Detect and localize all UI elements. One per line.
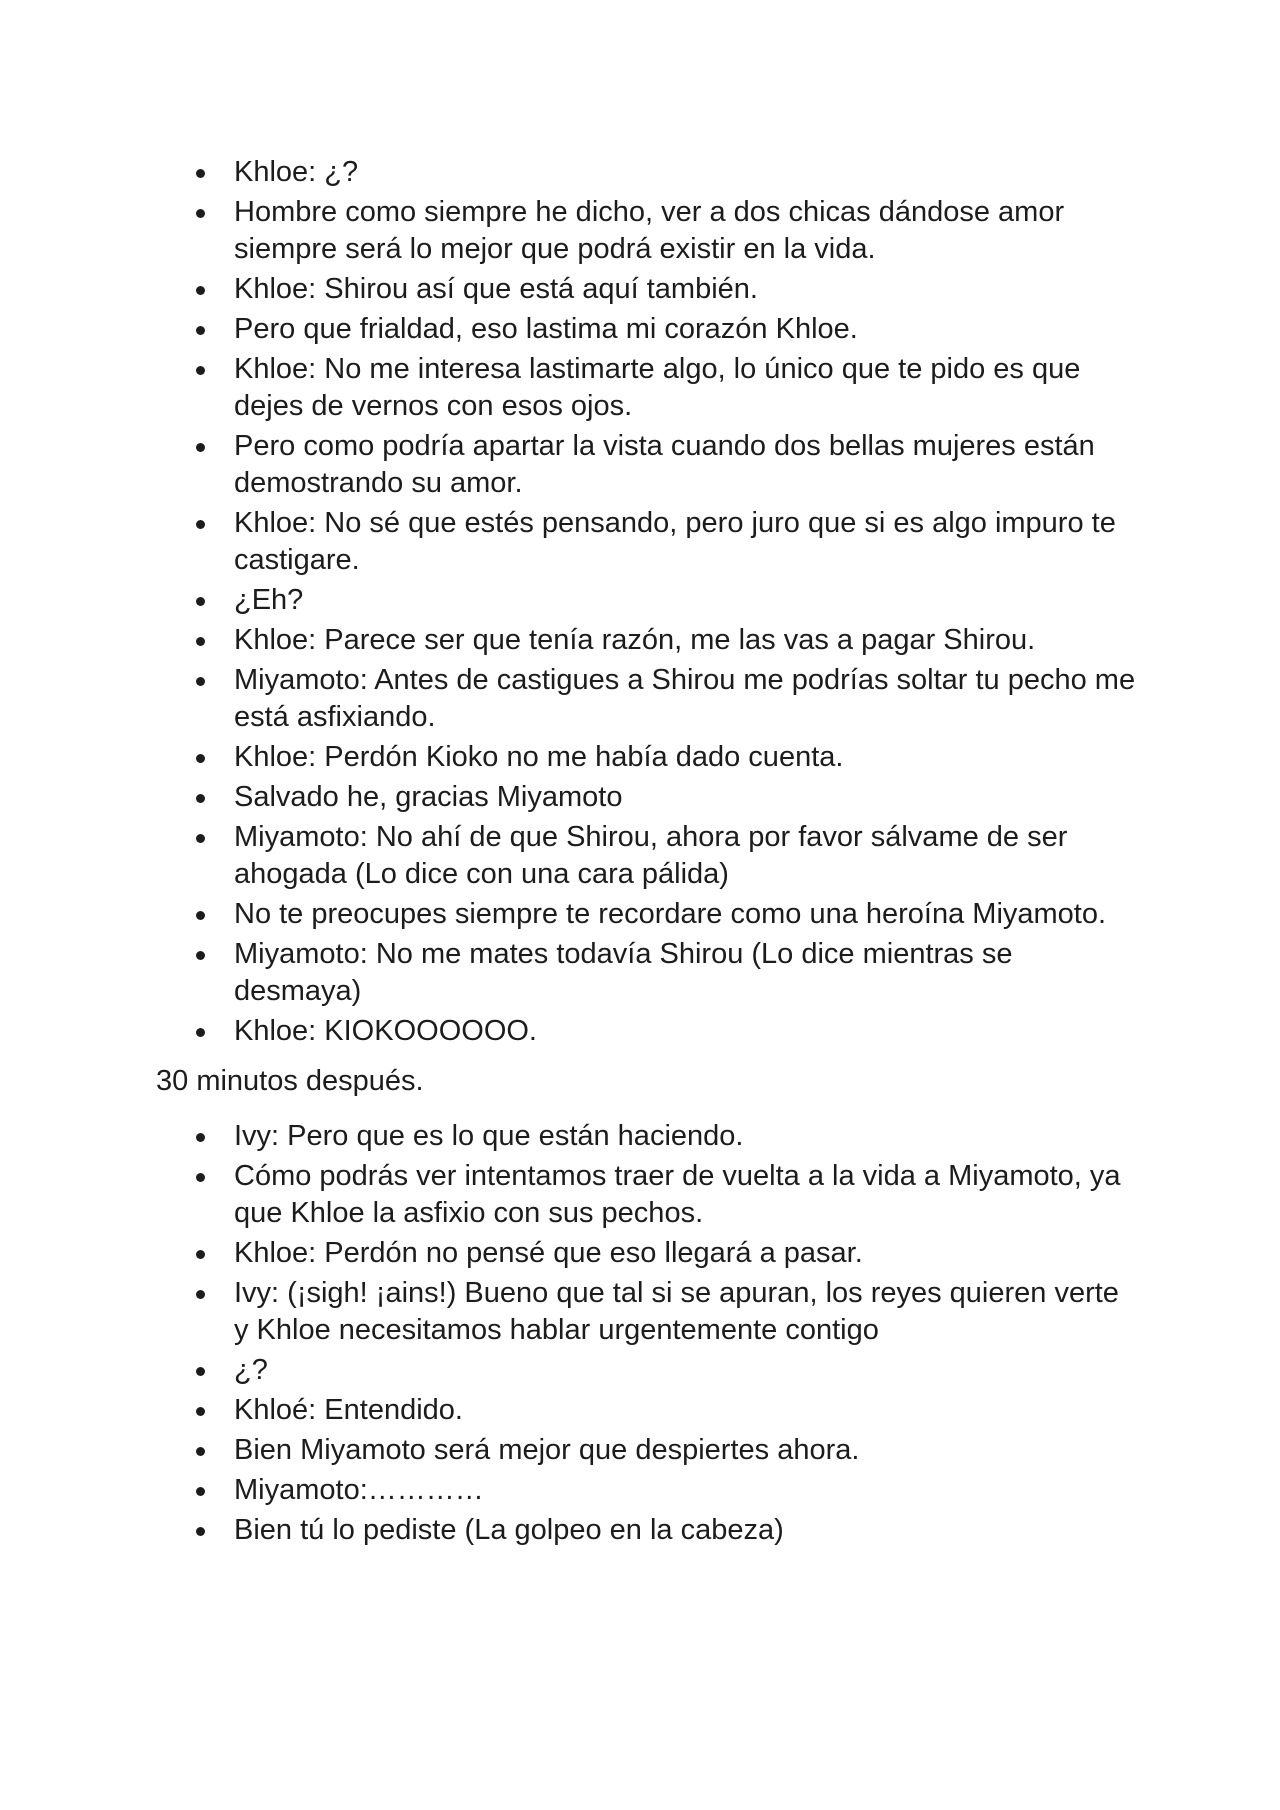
list-item (156, 1275, 1136, 1349)
bullet-icon (196, 834, 205, 843)
bullet-icon (196, 597, 205, 606)
list-item (156, 1432, 1136, 1469)
bullet-icon (196, 1367, 205, 1376)
list-item-text: Hombre como siempre he dicho, ver a dos chicas dándose amor siempre será lo mejor que podrá existir en la vida. (234, 196, 1065, 265)
list-item-text: Khloe: KIOKOOOOOO. (234, 1015, 537, 1047)
list-item (156, 154, 1136, 191)
bullet-icon (196, 209, 205, 218)
dialogue-list-1 (156, 154, 1136, 1050)
list-item-text: Ivy: (¡sigh! ¡ains!) Bueno que tal si se apuran, los reyes quieren verte y Khloe necesitamos hablar urgentemente contigo (234, 1277, 1119, 1346)
list-item-text: Khloe: Parece ser que tenía razón, me las vas a pagar Shirou. (234, 624, 1036, 656)
bullet-icon (196, 794, 205, 803)
bullet-icon (196, 1028, 205, 1037)
list-item (156, 311, 1136, 348)
dialogue-list-2 (156, 1118, 1136, 1549)
list-item (156, 662, 1136, 736)
list-item-text: Salvado he, gracias Miyamoto (234, 781, 623, 813)
list-item-text: Khloe: No me interesa lastimarte algo, lo único que te pido es que dejes de vernos con esos ojos. (234, 353, 1081, 422)
list-item (156, 1512, 1136, 1549)
list-item (156, 779, 1136, 816)
list-item-text: ¿Eh? (234, 584, 304, 616)
list-item-text: Bien tú lo pediste (La golpeo en la cabeza) (234, 1514, 784, 1546)
list-item-text: Cómo podrás ver intentamos traer de vuelta a la vida a Miyamoto, ya que Khloe la asfixio con sus pechos. (234, 1160, 1121, 1229)
bullet-icon (196, 1527, 205, 1536)
list-item (156, 622, 1136, 659)
bullet-icon (196, 951, 205, 960)
list-item (156, 582, 1136, 619)
list-item-text: Miyamoto:………… (234, 1474, 484, 1506)
list-item (156, 1352, 1136, 1389)
list-item (156, 505, 1136, 579)
list-item (156, 1235, 1136, 1272)
list-item-text: ¿? (234, 1354, 268, 1386)
list-item (156, 1158, 1136, 1232)
bullet-icon (196, 443, 205, 452)
list-item-text: Miyamoto: Antes de castigues a Shirou me podrías soltar tu pecho me está asfixiando. (234, 664, 1136, 733)
bullet-icon (196, 637, 205, 646)
bullet-icon (196, 1133, 205, 1142)
list-item-text: Khloe: Perdón Kioko no me había dado cuenta. (234, 741, 844, 773)
list-item (156, 1118, 1136, 1155)
list-item-text: Khloé: Entendido. (234, 1394, 463, 1426)
list-item (156, 739, 1136, 776)
list-item (156, 428, 1136, 502)
list-item (156, 351, 1136, 425)
list-item-text: Khloe: ¿? (234, 156, 359, 188)
bullet-icon (196, 1290, 205, 1299)
list-item (156, 819, 1136, 893)
list-item (156, 1472, 1136, 1509)
document-body (156, 154, 1136, 1552)
list-item-text: Pero como podría apartar la vista cuando dos bellas mujeres están demostrando su amor. (234, 430, 1095, 499)
list-item-text: Khloe: No sé que estés pensando, pero juro que si es algo impuro te castigare. (234, 507, 1116, 576)
bullet-icon (196, 677, 205, 686)
list-item (156, 271, 1136, 308)
list-item-text: Ivy: Pero que es lo que están haciendo. (234, 1120, 744, 1152)
bullet-icon (196, 520, 205, 529)
bullet-icon (196, 366, 205, 375)
bullet-icon (196, 1173, 205, 1182)
scene-break-text: 30 minutos después. (156, 1065, 424, 1097)
list-item (156, 896, 1136, 933)
list-item-text: Pero que frialdad, eso lastima mi corazón Khloe. (234, 313, 858, 345)
bullet-icon (196, 326, 205, 335)
list-item-text: No te preocupes siempre te recordare como una heroína Miyamoto. (234, 898, 1107, 930)
bullet-icon (196, 911, 205, 920)
bullet-icon (196, 1487, 205, 1496)
bullet-icon (196, 754, 205, 763)
bullet-icon (196, 169, 205, 178)
bullet-icon (196, 1250, 205, 1259)
list-item-text: Bien Miyamoto será mejor que despiertes ahora. (234, 1434, 860, 1466)
bullet-icon (196, 1447, 205, 1456)
list-item (156, 1392, 1136, 1429)
list-item-text: Miyamoto: No ahí de que Shirou, ahora por favor sálvame de ser ahogada (Lo dice con una cara pálida) (234, 821, 1068, 890)
list-item (156, 194, 1136, 268)
list-item-text: Khloe: Perdón no pensé que eso llegará a pasar. (234, 1237, 863, 1269)
bullet-icon (196, 286, 205, 295)
bullet-icon (196, 1407, 205, 1416)
list-item (156, 936, 1136, 1010)
list-item (156, 1013, 1136, 1050)
list-item-text: Khloe: Shirou así que está aquí también. (234, 273, 758, 305)
list-item-text: Miyamoto: No me mates todavía Shirou (Lo dice mientras se desmaya) (234, 938, 1013, 1007)
